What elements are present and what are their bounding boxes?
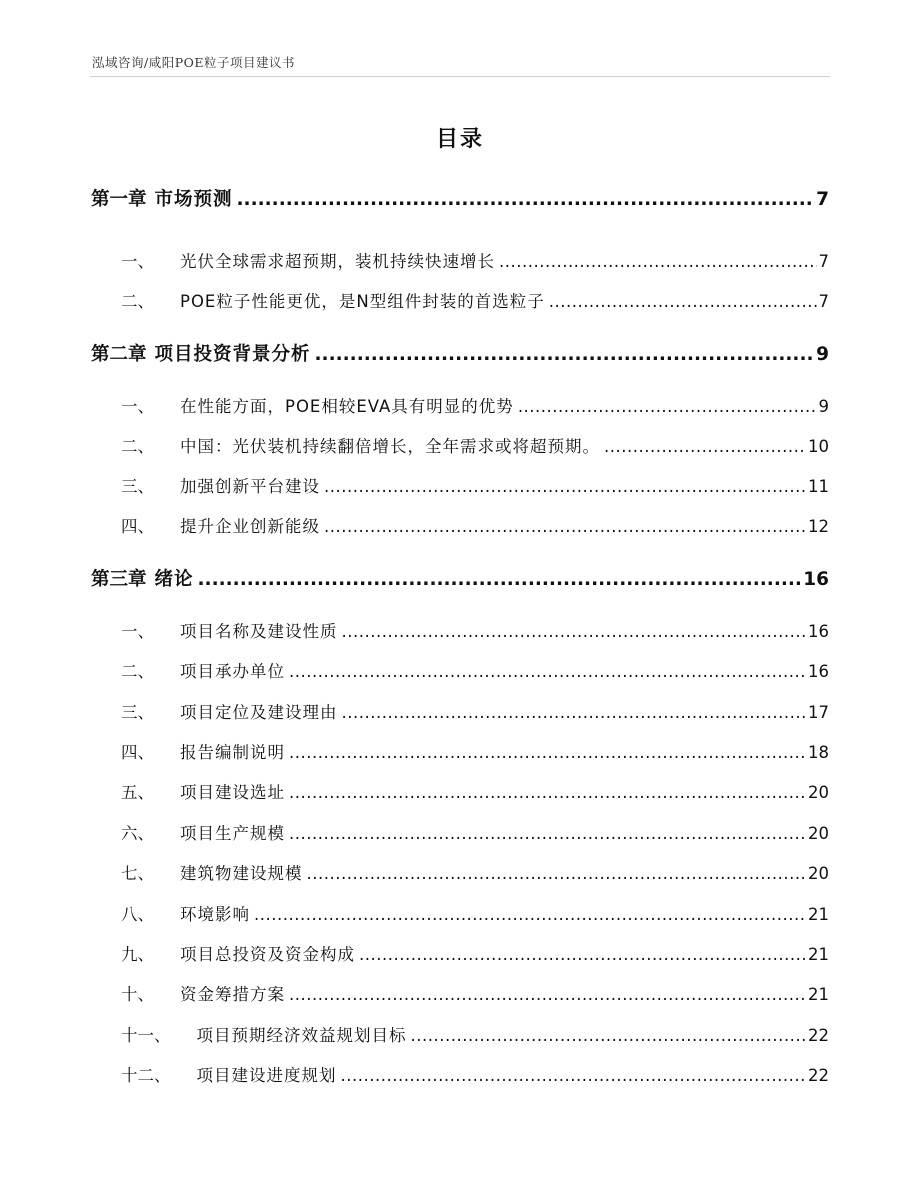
toc-chapter-entry[interactable] (91, 565, 829, 591)
toc-entry-title: 中国：光伏装机持续翻倍增长，全年需求或将超预期。 (180, 437, 600, 456)
toc-section-entry[interactable] (91, 820, 829, 844)
toc-section-entry[interactable] (91, 901, 829, 925)
toc-section-entry[interactable] (91, 981, 829, 1005)
toc-entry-number: 第二章 (91, 344, 147, 365)
toc-entry-title: 项目名称及建设性质 (180, 622, 338, 641)
toc-entry-title: 项目建设选址 (180, 783, 285, 802)
toc-entry-number: 第三章 (91, 569, 147, 590)
dot-leader (324, 517, 806, 536)
toc-entry-title: 项目生产规模 (180, 824, 285, 843)
toc-entry-number: 八、 (121, 905, 154, 924)
toc-entry-number: 二、 (121, 292, 154, 311)
toc-entry-title: 项目预期经济效益规划目标 (196, 1026, 407, 1045)
toc-entry-title: 提升企业创新能级 (180, 517, 320, 536)
toc-page-number: 9 (818, 397, 829, 416)
toc-page-number: 20 (808, 783, 829, 802)
toc-entry-title: 资金筹措方案 (180, 985, 285, 1004)
toc-page-number: 20 (808, 824, 829, 843)
toc-section-entry[interactable] (91, 941, 829, 965)
dot-leader (289, 662, 806, 681)
dot-leader (324, 477, 806, 496)
dot-leader (518, 397, 817, 416)
toc-entry-title: 在性能方面，POE相较EVA具有明显的优势 (180, 397, 514, 416)
toc-entry-number: 一、 (121, 252, 154, 271)
toc-section-entry[interactable] (91, 248, 829, 272)
dot-leader (342, 703, 807, 722)
toc-entry-number: 一、 (121, 622, 154, 641)
toc-section-entry[interactable] (91, 1062, 829, 1086)
toc-section-entry[interactable] (91, 1022, 829, 1046)
toc-entry-title: 光伏全球需求超预期，装机持续快速增长 (180, 252, 495, 271)
toc-page-number: 16 (803, 569, 829, 590)
toc-entry-number: 五、 (121, 783, 154, 802)
toc-page-number: 7 (816, 189, 829, 210)
dot-leader (342, 622, 807, 641)
toc-entry-number: 十二、 (121, 1066, 171, 1085)
dot-leader (549, 292, 817, 311)
toc-section-entry[interactable] (91, 473, 829, 497)
toc-page-number: 21 (808, 985, 829, 1004)
toc-page-number: 7 (818, 252, 829, 271)
toc-chapter-entry[interactable] (91, 185, 829, 211)
dot-leader (289, 743, 806, 762)
toc-entry-title: 项目总投资及资金构成 (180, 945, 355, 964)
toc-entry-number: 十一、 (121, 1026, 171, 1045)
toc-entry-number: 四、 (121, 743, 154, 762)
running-header: 泓域咨询/咸阳POE粒子项目建议书 (92, 55, 295, 70)
toc-section-entry[interactable] (91, 393, 829, 417)
toc-entry-title: 项目投资背景分析 (154, 344, 311, 365)
toc-entry-title: 建筑物建设规模 (180, 864, 303, 883)
toc-section-entry[interactable] (91, 433, 829, 457)
toc-entry-number: 九、 (121, 945, 154, 964)
toc-section-entry[interactable] (91, 699, 829, 723)
dot-leader (315, 344, 815, 365)
toc-page-number: 16 (808, 662, 829, 681)
toc-page-number: 22 (808, 1026, 829, 1045)
dot-leader (289, 985, 806, 1004)
toc-title: 目录 (435, 127, 484, 152)
toc-section-entry[interactable] (91, 860, 829, 884)
toc-page-number: 21 (808, 905, 829, 924)
toc-section-entry[interactable] (91, 779, 829, 803)
toc-entry-number: 一、 (121, 397, 154, 416)
toc-entry-number: 第一章 (91, 189, 147, 210)
toc-chapter-entry[interactable] (91, 340, 829, 366)
toc-section-entry[interactable] (91, 288, 829, 312)
toc-entry-title: 加强创新平台建设 (180, 477, 320, 496)
toc-page-number: 11 (808, 477, 829, 496)
toc-page-number: 20 (808, 864, 829, 883)
dot-leader (237, 189, 815, 210)
dot-leader (254, 905, 806, 924)
dot-leader (198, 569, 802, 590)
toc-page-number: 21 (808, 945, 829, 964)
toc-section-entry[interactable] (91, 513, 829, 537)
toc-page-number: 18 (808, 743, 829, 762)
toc-entry-title: 市场预测 (154, 189, 233, 210)
toc-entry-number: 二、 (121, 437, 154, 456)
toc-entry-title: 项目建设进度规划 (196, 1066, 337, 1085)
toc-entry-title: 环境影响 (180, 905, 250, 924)
toc-entry-number: 二、 (121, 662, 154, 681)
dot-leader (289, 783, 806, 802)
toc-page-number: 17 (808, 703, 829, 722)
dot-leader (289, 824, 806, 843)
toc-page-number: 10 (808, 437, 829, 456)
toc-entry-title: 绪论 (154, 569, 194, 590)
dot-leader (359, 945, 806, 964)
toc-page-number: 9 (816, 344, 829, 365)
toc-entry-title: POE粒子性能更优，是N型组件封装的首选粒子 (180, 292, 545, 311)
toc-entry-title: 项目承办单位 (180, 662, 285, 681)
toc-entry-number: 四、 (121, 517, 154, 536)
toc-entry-number: 三、 (121, 477, 154, 496)
toc-entry-number: 三、 (121, 703, 154, 722)
toc-entry-title: 项目定位及建设理由 (180, 703, 338, 722)
dot-leader (604, 437, 806, 456)
toc-entry-title: 报告编制说明 (180, 743, 285, 762)
toc-section-entry[interactable] (91, 739, 829, 763)
toc-page-number: 22 (808, 1066, 829, 1085)
table-of-contents (91, 0, 829, 1191)
toc-entry-number: 六、 (121, 824, 154, 843)
dot-leader (499, 252, 817, 271)
dot-leader (341, 1066, 807, 1085)
dot-leader (307, 864, 807, 883)
toc-page-number: 16 (808, 622, 829, 641)
dot-leader (411, 1026, 807, 1045)
toc-page-number: 12 (808, 517, 829, 536)
toc-entry-number: 十、 (121, 985, 154, 1004)
toc-page-number: 7 (818, 292, 829, 311)
toc-section-entry[interactable] (91, 618, 829, 642)
toc-section-entry[interactable] (91, 658, 829, 682)
toc-entry-number: 七、 (121, 864, 154, 883)
